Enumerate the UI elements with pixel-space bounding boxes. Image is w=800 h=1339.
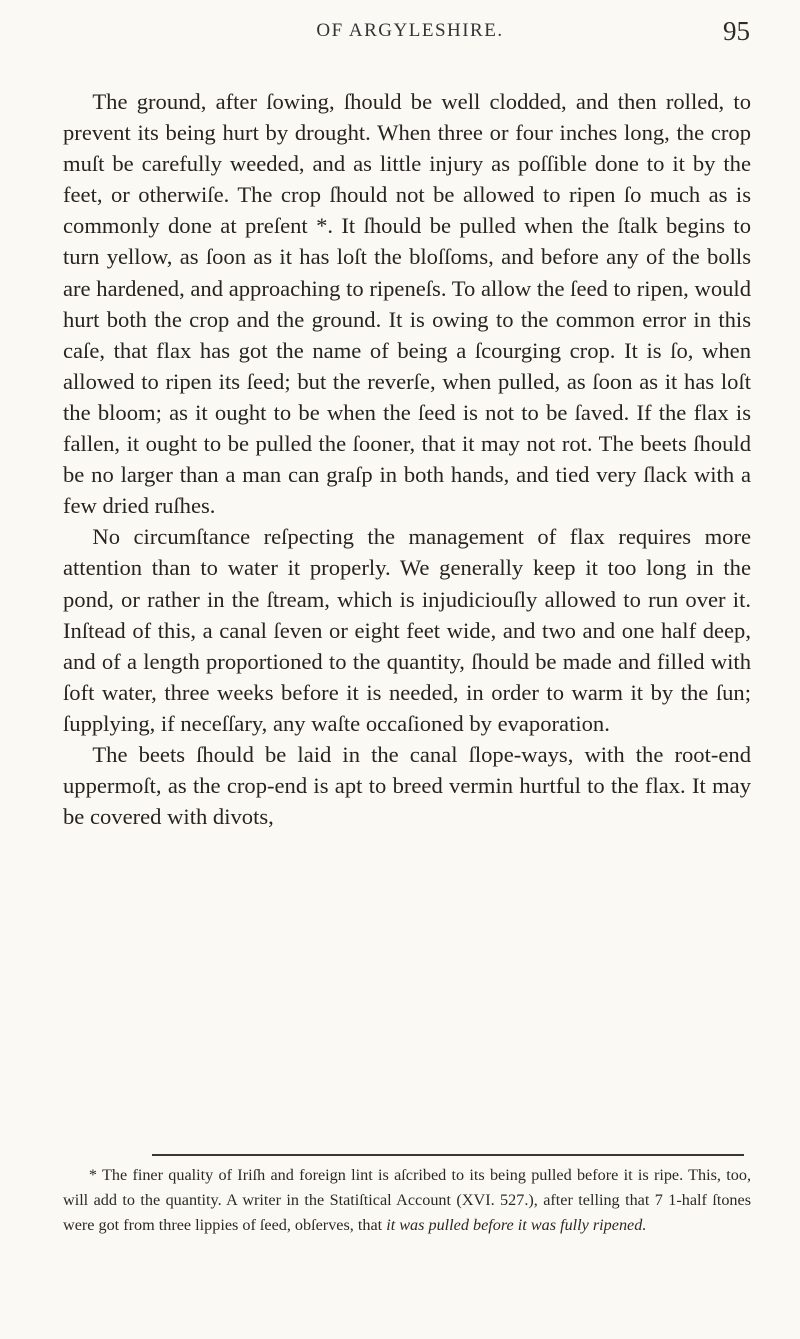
paragraph: No circumſtance reſpecting the management of flax requires more attention than to water it properly. We generally keep it too long in the pond, or rather in the ſtream, which is injudiciouſly allowed to run over it. Inſtead of this, a canal ſeven or eight feet wide, and two and one half deep, and of a length proportioned to the quantity, ſhould be made and filled with ſoft water, three weeks before it is needed, in order to warm it by the ſun; ſupplying, if neceſſary, any waſte occaſioned by evaporation. bbox=[63, 524, 751, 736]
footnote bbox=[63, 1163, 751, 1239]
page-header bbox=[60, 16, 760, 52]
paragraph: The beets ſhould be laid in the canal ſlope-ways, with the root-end uppermoſt, as the crop-end is apt to breed vermin hurtful to the flax. It may be covered with divots, bbox=[63, 741, 751, 830]
footnote-italic-quote: it was pulled before it was fully ripened. bbox=[386, 1216, 647, 1235]
running-head: OF ARGYLESHIRE. bbox=[316, 20, 504, 41]
paragraph: The ground, after ſowing, ſhould be well clodded, and then rolled, to prevent its being hurt by drought. When three or four inches long, the crop muſt be carefully weeded, and as little injury as poſſible done to it by the feet, or otherwiſe. The crop ſhould not be allowed to ripen ſo much as is commonly done at preſent *. It ſhould be pulled when the ſtalk begins to turn yellow, as ſoon as it has loſt the bloſſoms, and before any of the bolls are hardened, and approaching to ripeneſs. To allow the ſeed to ripen, would hurt both the crop and the ground. It is owing to the common error in this caſe, that flax has got the name of being a ſcourging crop. It is ſo, when allowed to ripen its ſeed; but the reverſe, when pulled, as ſoon as it has loſt the bloom; as it ought to be when the ſeed is not to be ſaved. If the flax is fallen, it ought to be pulled the ſooner, that it may not rot. The beets ſhould be no larger than a man can graſp in both hands, and tied very ſlack with a few dried ruſhes. bbox=[63, 89, 751, 519]
body-text bbox=[63, 86, 751, 832]
footnote-text: * The finer quality of Iriſh and foreign lint is aſcribed to its being pulled before it is ripe. This, too, will add to the quantity. A writer in the Statiſtical Account (XVI. 527.), after telling that 7 1-half ſtones were got from three lippies of ſeed, obſerves, that bbox=[63, 1166, 751, 1235]
footnote-paragraph bbox=[63, 1163, 751, 1239]
page-number: 95 bbox=[723, 16, 750, 46]
footnote-rule bbox=[152, 1154, 744, 1156]
